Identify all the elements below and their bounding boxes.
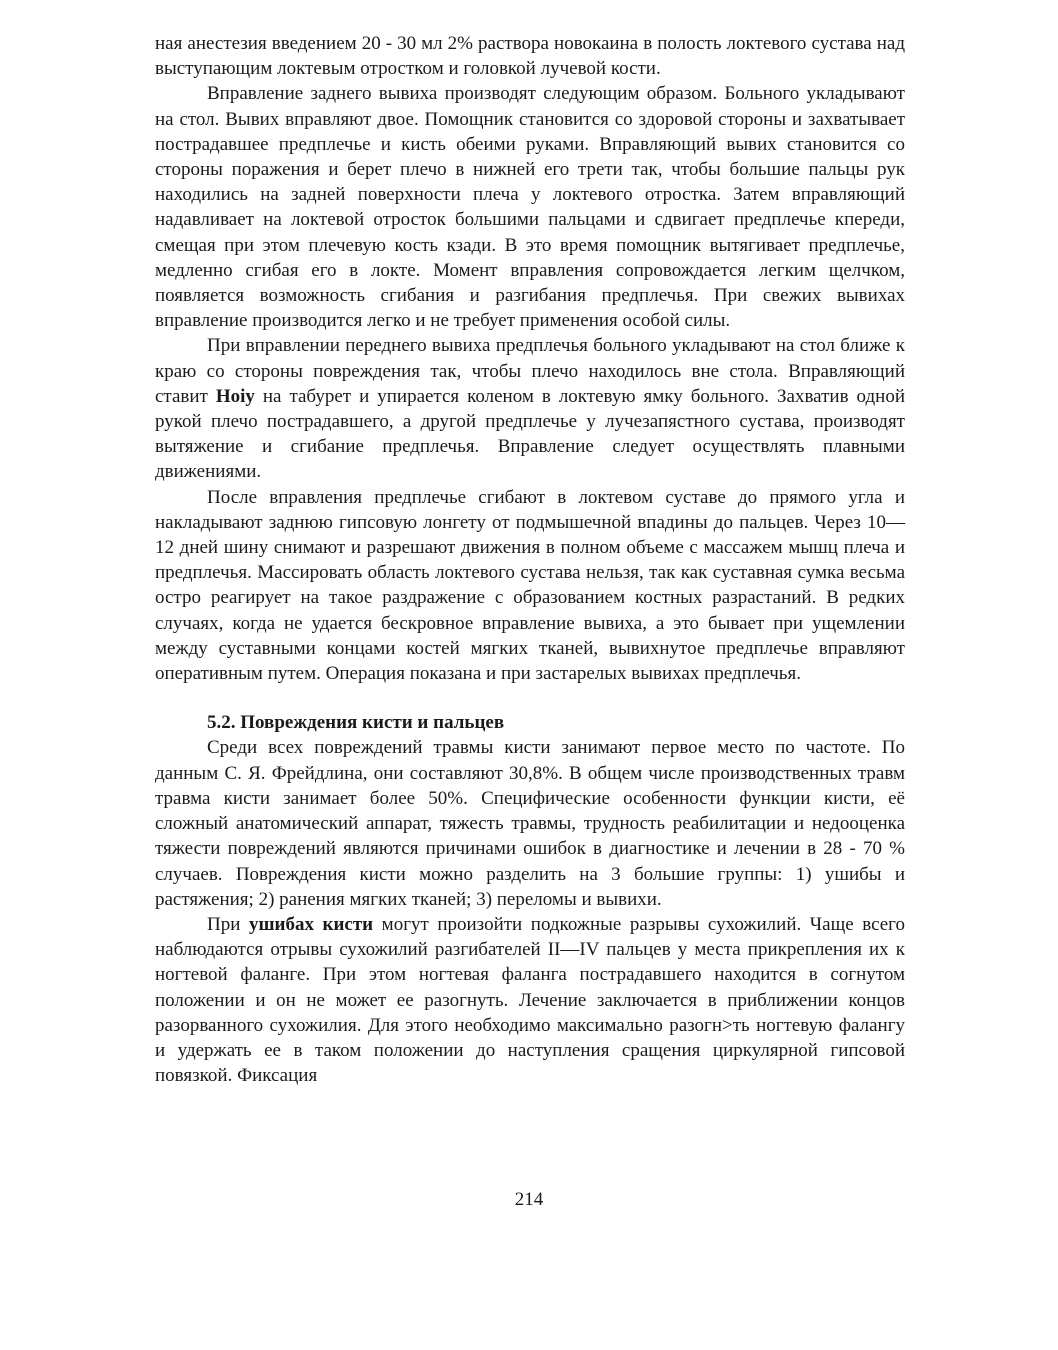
paragraph-hand-injuries: Среди всех повреждений травмы кисти занимают первое место по частоте. По данным С. Я. Фрейдлина, они составляют 30,8%. В общем числе производственных травм травма кисти занимает более 50%. Специфические особенности функции кисти, её сложный анатомический аппарат, тяжесть травмы, трудность реабилитации и недооценка тяжести повреждений являются причинами ошибок в диагностике и лечении в 28 - 70 % случаев. Повреждения кисти можно разделить на 3 большие группы: 1) ушибы и растяжения; 2) ранения мягких тканей; 3) переломы и вывихи.: [155, 737, 905, 910]
paragraph-text: При: [207, 913, 249, 935]
paragraph-anterior-dislocation: [155, 333, 905, 484]
paragraph-after-reduction: После вправления предплечье сгибают в локтевом суставе до прямого угла и накладывают заднюю гипсовую лонгету от подмышечной впадины до пальцев. Через 10—12 дней шину снимают и разрешают движения в полном объеме с массажем мышц плеча и предплечья. Массировать область локтевого сустава нельзя, так как суставная сумка весьма остро реагирует на такое раздражение с образованием костных разрастаний. В редких случаях, когда не удается бескровное вправление вывиха, а это бывает при ущемлении между суставными концами костей мягких тканей, вывихнутое предплечье вправляют оперативным путем. Операция показана и при застарелых вывихах предплечья.: [155, 486, 905, 685]
paragraph-text: на табурет и упирается коленом в локтевую ямку больного. Захватив одной рукой плечо пострадавшего, а другой предплечье у лучезапястного сустава, производят вытяжение и сгибание предплечья. Вправление следует осуществлять плавными движениями.: [155, 385, 905, 483]
paragraph-anesthesia: ная анестезия введением 20 - 30 мл 2% раствора новокаина в полость локтевого сустава над выступающим локтевым отростком и головкой лучевой кости.: [155, 33, 905, 80]
bold-term: ушибах кисти: [248, 913, 374, 935]
page-body-text: [155, 31, 905, 1088]
paragraph-text: При вправлении переднего вывиха предплечья больного укладывают на стол ближе к краю со стороны повреждения так, чтобы плечо находилось вне стола. Вправляющий ставит: [155, 335, 905, 407]
page-number: 214: [514, 1189, 544, 1210]
bold-term: Hoiy: [215, 385, 255, 407]
paragraph-hand-contusions: [155, 912, 905, 1088]
section-heading: 5.2. Повреждения кисти и пальцев: [207, 712, 505, 734]
paragraph-text: могут произойти подкожные разрывы сухожилий. Чаще всего наблюдаются отрывы сухожилий разгибателей II—IV пальцев у места прикрепления их к ногтевой фаланге. При этом ногтевая фаланга пострадавшего находится в согнутом положении и он не может ее разогнуть. Лечение заключается в приближении концов разорванного сухожилия. Для этого необходимо максимально разогн>ть ногтевую фалангу и удержать ее в таком положении до наступления сращения циркулярной гипсовой повязкой. Фиксация: [155, 913, 905, 1087]
paragraph-posterior-dislocation: Вправление заднего вывиха производят следующим образом. Больного укладывают на стол. Вывих вправляют двое. Помощник становится со здоровой стороны и захватывает пострадавшее предплечье и кисть обеими руками. Вправляющий вывих становится со стороны поражения и берет плечо в нижней его трети так, чтобы большие пальцы рук находились на задней поверхности плеча у локтевого отростка. Затем вправляющий надавливает на локтевой отросток большими пальцами и сдвигает предплечье кпереди, смещая при этом плечевую кость кзади. В это время помощник вытягивает предплечье, медленно сгибая его в локте. Момент вправления сопровождается легким щелчком, появляется возможность сгибания и разгибания предплечья. При свежих вывихах вправление производится легко и не требует применения особой силы.: [155, 83, 905, 332]
